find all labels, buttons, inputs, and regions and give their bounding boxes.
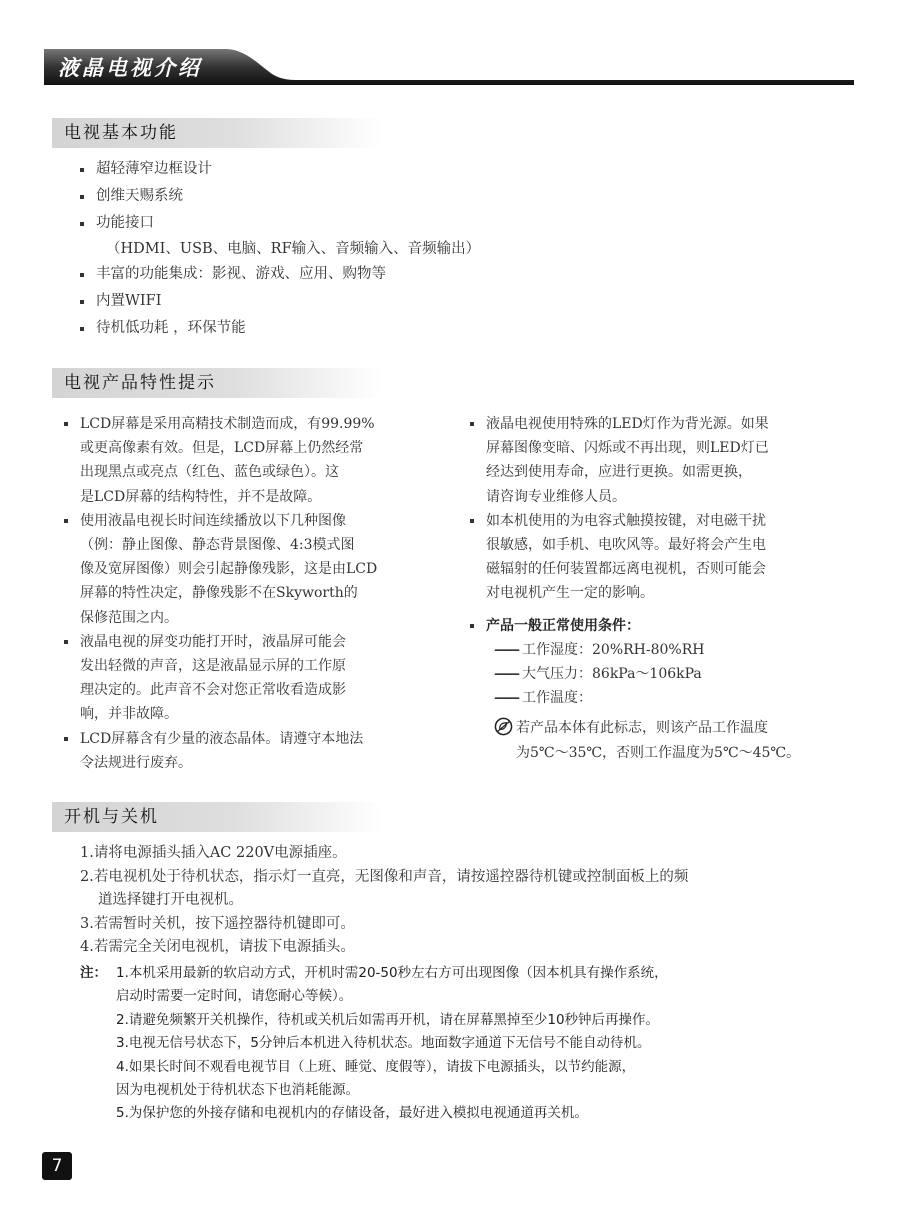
line: 对电视机产生一定的影响。: [486, 585, 654, 602]
list-item: [62, 509, 442, 630]
line: LCD屏幕含有少量的液态晶体。请遵守本地法: [80, 730, 364, 747]
dash: ——: [494, 641, 518, 658]
temperature-note-line1: [494, 716, 800, 741]
temperature-note-line2: 为5℃～35℃，否则工作温度为5℃～45℃。: [516, 744, 801, 761]
line: 请咨询专业维修人员。: [486, 488, 626, 505]
power-steps-list: [80, 842, 688, 960]
line: 屏幕图像变暗、闪烁或不再出现，则LED灯已: [486, 440, 769, 457]
header-title: 液晶电视介绍: [58, 56, 202, 80]
features-right-column: [468, 412, 868, 710]
eco-mark-icon: [494, 717, 513, 736]
page-number: 7: [42, 1152, 72, 1180]
header-bar: [0, 0, 898, 100]
line: 经达到使用寿命，应进行更换。如需更换，: [486, 464, 752, 481]
list-item: 2.请避免频繁开关机操作，待机或关机后如需再开机，请在屏幕黑掉至少10秒钟后再操作。: [116, 1011, 660, 1028]
note-text: 若产品本体有此标志，则该产品工作温度: [516, 720, 768, 736]
list-item: 内置WIFI: [80, 288, 480, 315]
line: 磁辐射的任何装置都远离电视机，否则可能会: [486, 561, 766, 578]
line: （例：静止图像、静态背景图像、4:3模式图: [80, 537, 355, 554]
list-item: 待机低功耗 ，环保节能: [80, 315, 480, 342]
line: 令法规进行废弃。: [80, 754, 192, 771]
list-item: 3.电视无信号状态下，5分钟后本机进入待机状态。地面数字通道下无信号不能自动待机。: [116, 1035, 651, 1052]
section-power-title: 开机与关机: [52, 802, 382, 832]
line: 出现黑点或亮点（红色、蓝色或绿色）。这: [80, 464, 339, 481]
line: 屏幕的特性决定，静像残影不在Skyworth的: [80, 585, 358, 602]
list-item: 启动时需要一定时间，请您耐心等候）。: [116, 988, 353, 1005]
usage-conditions-title: 产品一般正常使用条件：: [486, 617, 640, 634]
basic-functions-list: [80, 156, 480, 342]
list-item: 道选择键打开电视机。: [98, 892, 243, 908]
line: LCD屏幕是采用高精技术制造而成，有99.99%: [80, 416, 375, 432]
condition-text: 工作湿度：20%RH-80%RH: [522, 641, 705, 658]
list-item: [80, 962, 668, 985]
line: 很敏感，如手机、电吹风等。最好将会产生电: [486, 537, 766, 554]
condition-text: 工作温度：: [522, 690, 592, 707]
condition-humidity: [486, 638, 868, 662]
list-item: 超轻薄窄边框设计: [80, 156, 480, 183]
note-text: 1.本机采用最新的软启动方式，开机时需20-50秒左右方可出现图像（因本机具有操作系统，: [116, 965, 668, 981]
list-item: [468, 509, 868, 606]
dash: ——: [494, 690, 518, 707]
list-item: 1.请将电源插头插入AC 220V电源插座。: [80, 845, 347, 861]
list-item: [468, 412, 868, 509]
line: 使用液晶电视长时间连续播放以下几种图像: [80, 512, 346, 529]
power-notes-list: [80, 962, 668, 1126]
list-item: 2.若电视机处于待机状态，指示灯一直亮，无图像和声音，请按遥控器待机键或控制面板上的频: [80, 868, 689, 885]
line: 液晶电视的屏变功能打开时，液晶屏可能会: [80, 633, 346, 650]
list-item: 4.若需完全关闭电视机，请拔下电源插头。: [80, 939, 355, 955]
list-item: 因为电视机处于待机状态下也消耗能源。: [116, 1082, 359, 1099]
line: 液晶电视使用特殊的LED灯作为背光源。如果: [486, 416, 769, 432]
condition-temperature: [486, 686, 868, 710]
line: 像及宽屏图像）则会引起静像残影，这是由LCD: [80, 561, 378, 578]
dash: ——: [494, 666, 518, 683]
condition-text: 大气压力：86kPa～106kPa: [522, 666, 702, 683]
section-basic-functions-title: 电视基本功能: [52, 118, 382, 148]
condition-pressure: [486, 662, 868, 686]
features-left-column: [62, 412, 442, 775]
line: 响，并非故障。: [80, 706, 178, 723]
list-item: 丰富的功能集成：影视、游戏、应用、购物等: [80, 261, 480, 288]
line: 如本机使用的为电容式触摸按键，对电磁干扰: [486, 512, 766, 529]
line: 保修范围之内。: [80, 609, 178, 626]
line: 或更高像素有效。但是，LCD屏幕上仍然经常: [80, 440, 364, 457]
list-item: [62, 412, 442, 509]
list-item: [62, 630, 442, 727]
line: 理决定的。此声音不会对您正常收看造成影: [80, 682, 346, 699]
line: 发出轻微的声音，这是液晶显示屏的工作原: [80, 658, 346, 675]
list-item: 创维天赐系统: [80, 183, 480, 210]
usage-conditions: [468, 614, 868, 711]
list-item: [62, 727, 442, 775]
line: 是LCD屏幕的结构特性，并不是故障。: [80, 488, 322, 505]
list-item: 5.为保护您的外接存储和电视机内的存储设备，最好进入模拟电视通道再关机。: [116, 1105, 588, 1122]
list-item: 功能接口: [80, 210, 480, 237]
list-item: 4.如果长时间不观看电视节目（上班、睡觉、度假等），请拔下电源插头，以节约能源，: [116, 1058, 636, 1075]
temperature-note: [494, 716, 800, 765]
list-item: 3.若需暂时关机，按下遥控器待机键即可。: [80, 915, 355, 932]
note-label: 注：: [80, 965, 107, 981]
interfaces-detail: （HDMI、USB、电脑、RF输入、音频输入、音频输出）: [106, 241, 481, 257]
section-product-features-title: 电视产品特性提示: [52, 368, 382, 398]
